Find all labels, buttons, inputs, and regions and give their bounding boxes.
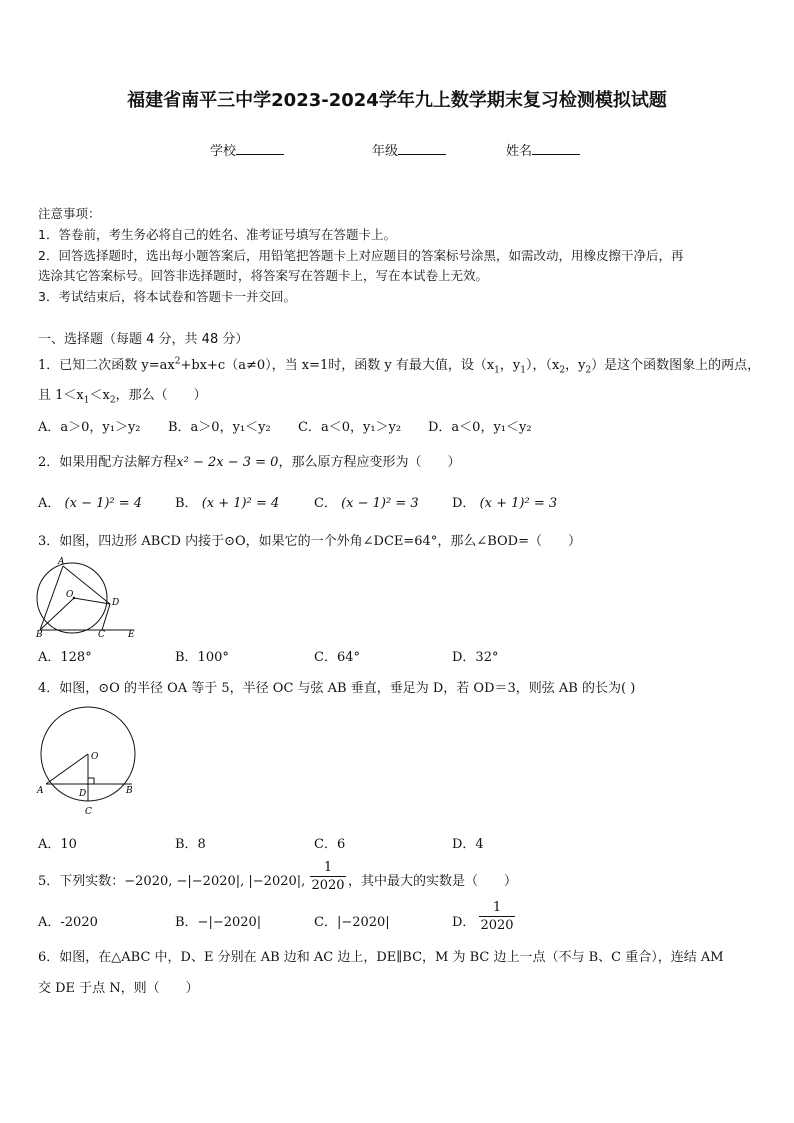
school-blank[interactable] [236,142,284,155]
q5-option-b[interactable]: B．−|−2020| [175,915,262,930]
q1-sub: 1 [494,365,500,376]
q3-label-c: C [98,630,105,638]
q1-sup: 2 [174,356,181,367]
q1-sub: 1 [520,365,526,376]
q1-stem-line2 [38,384,207,406]
q1-part: 1．已知二次函数 y=ax [38,358,175,373]
q5-fraction-numerator: 1 [323,860,333,875]
q1-part: ，y [499,358,521,373]
q2-option-b[interactable] [175,492,279,511]
q2-option-letter: D． [452,496,476,511]
q3-stem: 3．如图，四边形 ABCD 内接于⊙O，如果它的一个外角∠DCE=64°，那么∠BOD=（ ） [38,534,581,549]
q2-option-expr: (x − 1)² = 4 [64,496,143,511]
q4-stem: 4．如图，⊙O 的半径 OA 等于 5，半径 OC 与弦 AB 垂直，垂足为 D，若 OD＝3，则弦 AB 的长为( ) [38,681,636,696]
q2-option-letter: A． [38,496,61,511]
q1-part: ，那么（ ） [115,388,207,403]
q3-label-o: O [66,590,74,600]
q2-option-expr: (x − 1)² = 3 [341,496,419,511]
q3-label-b: B [36,630,43,638]
q4-label-c: C [85,807,92,817]
q4-right-angle-mark [88,778,94,784]
q2-option-letter: B． [175,496,198,511]
q1-sub: 2 [109,395,116,406]
q5-option-d-denominator: 2020 [480,918,514,933]
q4-option-c[interactable]: C．6 [314,837,346,852]
name-label: 姓名 [506,144,533,159]
grade-blank[interactable] [398,142,446,155]
section-heading: 一、选择题（每题 4 分，共 48 分） [38,332,249,347]
q3-option-c[interactable]: C．64° [314,650,360,665]
q5-option-a[interactable]: A．-2020 [38,915,98,930]
q3-option-d[interactable]: D．32° [452,650,499,665]
q1-part: ），（x [526,358,560,373]
q1-part: ）是这个函数图象上的两点， [591,358,761,373]
q1-part: 且 1＜x [38,388,84,403]
q1-option-b[interactable]: B．a＞0，y₁＜y₂ [168,420,271,435]
q6-stem-line2: 交 DE 于点 N，则（ ） [38,981,199,996]
q5-stem-pre: 5．下列实数：−2020, −|−2020|, |−2020|, [38,874,306,889]
grade-label: 年级 [372,144,399,159]
q1-option-d[interactable]: D．a＜0，y₁＜y₂ [428,420,532,435]
q5-fraction [310,859,346,894]
q4-label-d: D [79,789,87,799]
q3-label-a: A [58,557,65,567]
page-title: 福建省南平三中学2023-2024学年九上数学期末复习检测模拟试题 [127,90,667,111]
q2-pre: 2．如果用配方法解方程 [38,455,177,470]
q4-option-b[interactable]: B．8 [175,837,206,852]
name-field[interactable] [506,140,580,159]
q1-sub: 2 [585,365,592,376]
q1-stem-line1 [38,354,760,376]
q2-equation: x² − 2x − 3 = 0 [176,455,279,470]
name-blank[interactable] [532,142,580,155]
q1-option-c[interactable]: C．a＜0，y₁＞y₂ [298,420,402,435]
q5-option-c[interactable]: C．|−2020| [314,915,390,930]
note-2b: 选涂其它答案标号。回答非选择题时，将答案写在答题卡上，写在本试卷上无效。 [38,268,489,283]
q4-option-d[interactable]: D．4 [452,837,484,852]
q4-option-a[interactable]: A．10 [38,837,77,852]
q2-post: ，那么原方程应变形为（ ） [278,455,461,470]
q2-option-c[interactable] [314,492,419,511]
q1-sub: 2 [559,365,566,376]
q2-option-letter: C． [314,496,337,511]
q1-part: ，y [565,358,586,373]
q3-option-b[interactable]: B．100° [175,650,229,665]
q1-part: +bx+c（a≠0），当 x=1时，函数 y 有最大值，设（x [180,358,495,373]
school-field[interactable] [210,140,284,159]
note-1: 1．答卷前，考生务必将自己的姓名、准考证号填写在答题卡上。 [38,227,396,242]
q2-option-expr: (x + 1)² = 4 [201,496,280,511]
q2-option-a[interactable] [38,492,142,511]
q2-option-expr: (x + 1)² = 3 [479,496,558,511]
q5-fraction-denominator: 2020 [311,878,345,893]
q5-option-d-fraction [479,899,515,934]
q2-stem [38,451,460,470]
q5-stem-post: ，其中最大的实数是（ ） [348,874,518,889]
q6-stem-line1: 6．如图，在△ABC 中，D、E 分别在 AB 边和 AC 边上，DE∥BC，M 为 BC 边上一点（不与 B、C 重合），连结 AM [38,950,724,965]
q1-part: ＜x [89,388,110,403]
q3-figure [34,554,140,638]
q4-figure [34,704,144,820]
q1-option-a[interactable]: A．a＞0，y₁＞y₂ [38,420,141,435]
q3-label-e: E [128,630,135,638]
q3-option-a[interactable]: A．128° [38,650,92,665]
q5-option-d[interactable]: D． [452,915,476,930]
q4-label-a: A [37,786,44,796]
notes-heading: 注意事项： [38,206,101,221]
school-label: 学校 [210,144,237,159]
q4-label-b: B [126,786,133,796]
q3-label-d: D [112,598,120,608]
q4-label-o: O [91,752,99,762]
note-3: 3．考试结束后，将本试卷和答题卡一并交回。 [38,289,296,304]
grade-field[interactable] [372,140,446,159]
q2-option-d[interactable] [452,492,557,511]
q5-option-d-numerator: 1 [492,900,502,915]
q4-radius-oa [46,754,88,784]
q1-sub: 1 [83,395,90,406]
note-2a: 2．回答选择题时，选出每小题答案后，用铅笔把答题卡上对应题目的答案标号涂黑，如需改动，用橡皮擦干净后，再 [38,248,684,263]
